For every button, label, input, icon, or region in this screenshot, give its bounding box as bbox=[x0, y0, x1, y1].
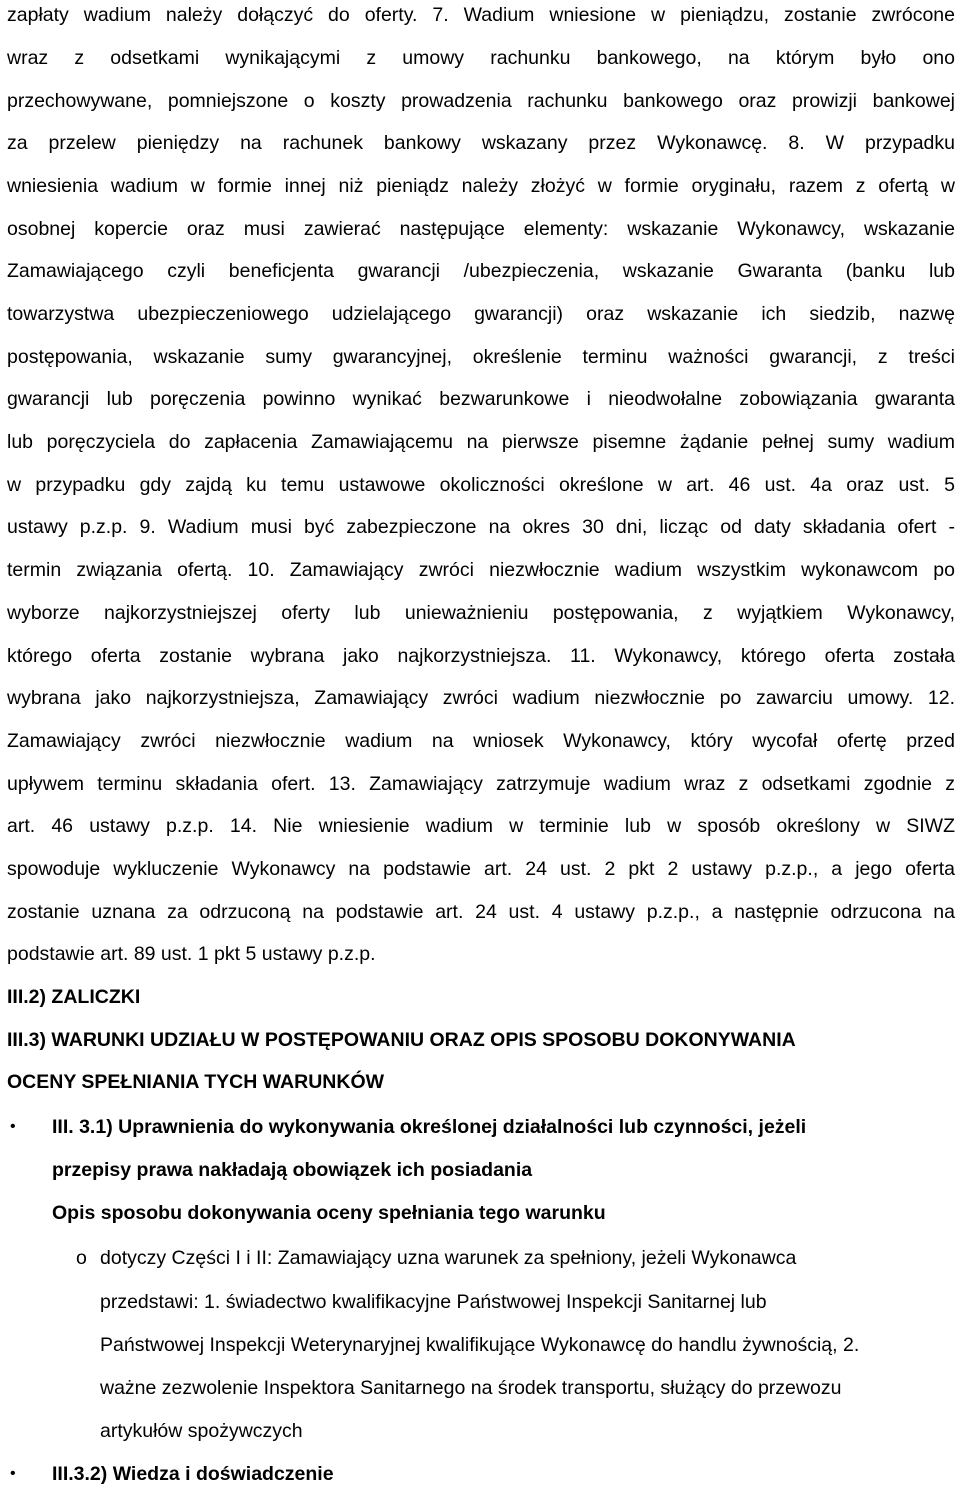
sub-item-line: Państwowej Inspekcji Weterynaryjnej kwalifikujące Wykonawcę do handlu żywnością, 2. bbox=[100, 1334, 860, 1356]
bullet-icon: • bbox=[10, 1465, 16, 1482]
paragraph-line: za przelew pieniędzy na rachunek bankowy wskazany przez Wykonawcę. 8. W przypadku bbox=[7, 132, 955, 154]
sub-item-line: ważne zezwolenie Inspektora Sanitarnego na środek transportu, służący do przewozu bbox=[100, 1377, 842, 1399]
paragraph-line: gwarancji lub poręczenia powinno wynikać bezwarunkowe i nieodwołalne zobowiązania gwaranta bbox=[7, 388, 955, 410]
paragraph-line: wybrana jako najkorzystniejsza, Zamawiający zwróci wadium niezwłocznie po zawarciu umowy. 12. bbox=[7, 687, 955, 709]
sub-item-line: przedstawi: 1. świadectwo kwalifikacyjne Państwowej Inspekcji Sanitarnej lub bbox=[100, 1291, 767, 1313]
sub-item-line: artykułów spożywczych bbox=[100, 1420, 303, 1442]
paragraph-line: spowoduje wykluczenie Wykonawcy na podstawie art. 24 ust. 2 pkt 2 ustawy p.z.p., a jego oferta bbox=[7, 858, 955, 880]
paragraph-line: postępowania, wskazanie sumy gwarancyjnej, określenie terminu ważności gwarancji, z treści bbox=[7, 346, 955, 368]
paragraph-line: zostanie uznana za odrzuconą na podstawie art. 24 ust. 4 ustawy p.z.p., a następnie odrzucona na bbox=[7, 901, 955, 923]
paragraph-line: towarzystwa ubezpieczeniowego udzielającego gwarancji) oraz wskazanie ich siedzib, nazwę bbox=[7, 303, 955, 325]
item-3-1-title: III. 3.1) Uprawnienia do wykonywania określonej działalności lub czynności, jeżeli bbox=[52, 1116, 807, 1138]
paragraph-line: przechowywane, pomniejszone o koszty prowadzenia rachunku bankowego oraz prowizji bankowej bbox=[7, 90, 955, 112]
heading-warunki: III.3) WARUNKI UDZIAŁU W POSTĘPOWANIU ORAZ OPIS SPOSOBU DOKONYWANIA bbox=[7, 1029, 796, 1051]
paragraph-line: osobnej kopercie oraz musi zawierać następujące elementy: wskazanie Wykonawcy, wskazanie bbox=[7, 218, 955, 240]
paragraph-line: art. 46 ustawy p.z.p. 14. Nie wniesienie wadium w terminie lub w sposób określony w SIWZ bbox=[7, 815, 955, 837]
bullet-icon: • bbox=[10, 1118, 16, 1135]
paragraph-line: Zamawiający zwróci niezwłocznie wadium na wniosek Wykonawcy, który wycofał ofertę przed bbox=[7, 730, 955, 752]
paragraph-line: w przypadku gdy zajdą ku temu ustawowe okoliczności określone w art. 46 ust. 4a oraz ust. 5 bbox=[7, 474, 955, 496]
paragraph-line: zapłaty wadium należy dołączyć do oferty. 7. Wadium wniesione w pieniądzu, zostanie zwrócone bbox=[7, 4, 955, 26]
heading-zaliczki: III.2) ZALICZKI bbox=[7, 986, 141, 1008]
item-3-1-opis: Opis sposobu dokonywania oceny spełniania tego warunku bbox=[52, 1202, 606, 1224]
paragraph-line: którego oferta zostanie wybrana jako najkorzystniejsza. 11. Wykonawcy, którego oferta została bbox=[7, 645, 955, 667]
sub-bullet-icon: o bbox=[76, 1247, 87, 1269]
paragraph-line: lub poręczyciela do zapłacenia Zamawiającemu na pierwsze pisemne żądanie pełnej sumy wadium bbox=[7, 431, 955, 453]
paragraph-line: termin związania ofertą. 10. Zamawiający zwróci niezwłocznie wadium wszystkim wykonawcom po bbox=[7, 559, 955, 581]
item-3-2-title: III.3.2) Wiedza i doświadczenie bbox=[52, 1463, 334, 1485]
paragraph-line: ustawy p.z.p. 9. Wadium musi być zabezpieczone na okres 30 dni, licząc od daty składania ofert - bbox=[7, 516, 955, 538]
item-3-1-title-continued: przepisy prawa nakładają obowiązek ich posiadania bbox=[52, 1159, 533, 1181]
sub-item-line: dotyczy Części I i II: Zamawiający uzna warunek za spełniony, jeżeli Wykonawca bbox=[100, 1247, 797, 1269]
paragraph-line: wyborze najkorzystniejszej oferty lub unieważnieniu postępowania, z wyjątkiem Wykonawcy, bbox=[7, 602, 955, 624]
paragraph-line: wniesienia wadium w formie innej niż pieniądz należy złożyć w formie oryginału, razem z ofertą w bbox=[7, 175, 955, 197]
paragraph-line: upływem terminu składania ofert. 13. Zamawiający zatrzymuje wadium wraz z odsetkami zgodnie z bbox=[7, 773, 955, 795]
paragraph-line: Zamawiającego czyli beneficjenta gwarancji /ubezpieczenia, wskazanie Gwaranta (banku lub bbox=[7, 260, 955, 282]
paragraph-line: wraz z odsetkami wynikającymi z umowy rachunku bankowego, na którym było ono bbox=[7, 47, 955, 69]
paragraph-line: podstawie art. 89 ust. 1 pkt 5 ustawy p.z.p. bbox=[7, 943, 376, 965]
heading-warunki-continued: OCENY SPEŁNIANIA TYCH WARUNKÓW bbox=[7, 1071, 385, 1093]
